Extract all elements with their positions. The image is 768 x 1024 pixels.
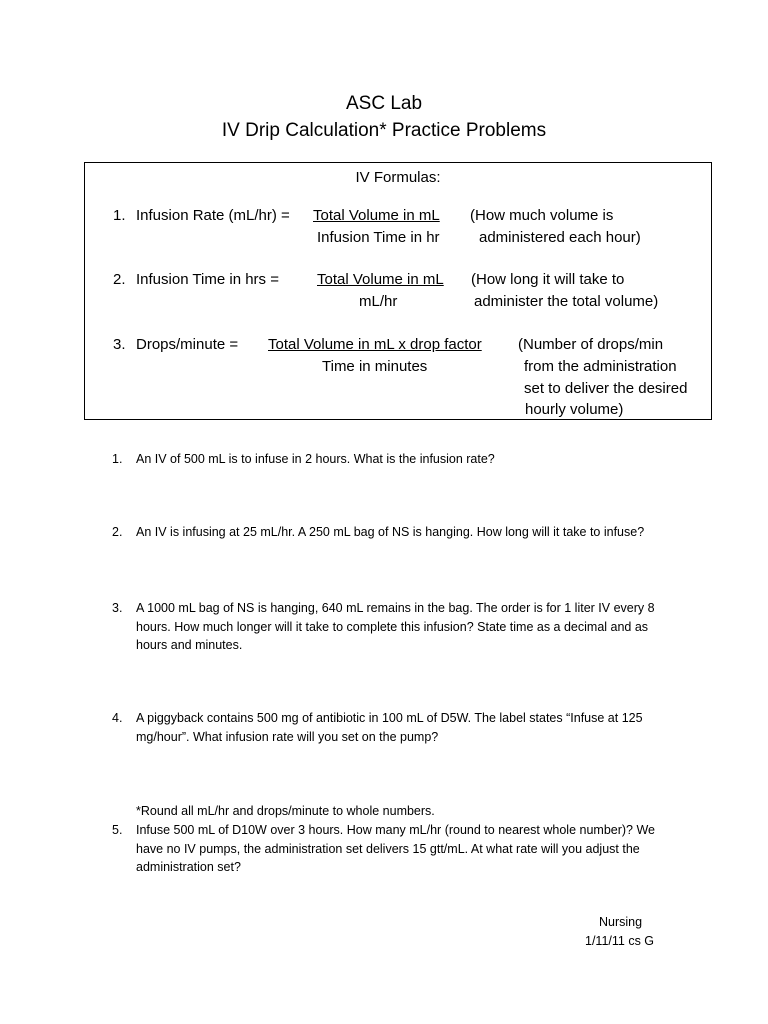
question-4-text: A piggyback contains 500 mg of antibiotic in 100 mL of D5W. The label states “Infuse at 125 mg/hour”. What infusion rate will you set on the pump? xyxy=(136,711,643,744)
footer-department: Nursing xyxy=(599,915,643,929)
formula-2-denominator: mL/hr xyxy=(359,293,398,310)
formula-1-label: Infusion Rate (mL/hr) = xyxy=(136,207,290,224)
formula-3-note-line2: from the administration xyxy=(524,358,677,375)
formula-2-note-line1: (How long it will take to xyxy=(471,271,625,288)
formula-2-numerator: Total Volume in mL xyxy=(317,271,444,288)
formula-3-note-line3: set to deliver the desired xyxy=(524,380,688,397)
question-2-number: 2. xyxy=(112,525,123,539)
formula-2-number: 2. xyxy=(113,271,126,288)
question-1-text: An IV of 500 mL is to infuse in 2 hours. What is the infusion rate? xyxy=(136,452,495,466)
rounding-note: *Round all mL/hr and drops/minute to whole numbers. xyxy=(136,804,435,818)
formula-3-note-line4: hourly volume) xyxy=(525,401,624,418)
formula-1-note-line2: administered each hour) xyxy=(479,229,641,246)
formula-1-denominator: Infusion Time in hr xyxy=(317,229,440,246)
formula-3-denominator: Time in minutes xyxy=(322,358,428,375)
formula-2-note-line2: administer the total volume) xyxy=(474,293,659,310)
formulas-heading: IV Formulas: xyxy=(355,169,441,186)
question-3-number: 3. xyxy=(112,601,123,615)
question-4-number: 4. xyxy=(112,711,123,725)
footer-date-initials: 1/11/11 cs G xyxy=(585,934,655,948)
iv-formulas-box xyxy=(84,162,712,420)
document-title: ASC Lab xyxy=(345,93,423,114)
formula-1-number: 1. xyxy=(113,207,126,224)
formula-3-numerator: Total Volume in mL x drop factor xyxy=(268,336,482,353)
formula-1-note-line1: (How much volume is xyxy=(470,207,614,224)
question-5-text: Infuse 500 mL of D10W over 3 hours. How many mL/hr (round to nearest whole number)? We have no IV pumps, the administration set delivers 15 gtt/mL. At what rate will you adjust the administration set? xyxy=(136,823,655,874)
question-3-text: A 1000 mL bag of NS is hanging, 640 mL remains in the bag. The order is for 1 liter IV every 8 hours. How much longer will it take to complete this infusion? State time as a decimal and as hours and minutes. xyxy=(136,601,655,652)
formula-2-label: Infusion Time in hrs = xyxy=(136,271,279,288)
question-2-text: An IV is infusing at 25 mL/hr. A 250 mL bag of NS is hanging. How long will it take to infuse? xyxy=(136,525,645,539)
formula-1-numerator: Total Volume in mL xyxy=(313,207,440,224)
formula-3-number: 3. xyxy=(113,336,126,353)
question-5-number: 5. xyxy=(112,823,123,837)
formula-3-label: Drops/minute = xyxy=(136,336,239,353)
question-1-number: 1. xyxy=(112,452,123,466)
formula-3-note-line1: (Number of drops/min xyxy=(518,336,664,353)
document-subtitle: IV Drip Calculation* Practice Problems xyxy=(221,120,547,141)
